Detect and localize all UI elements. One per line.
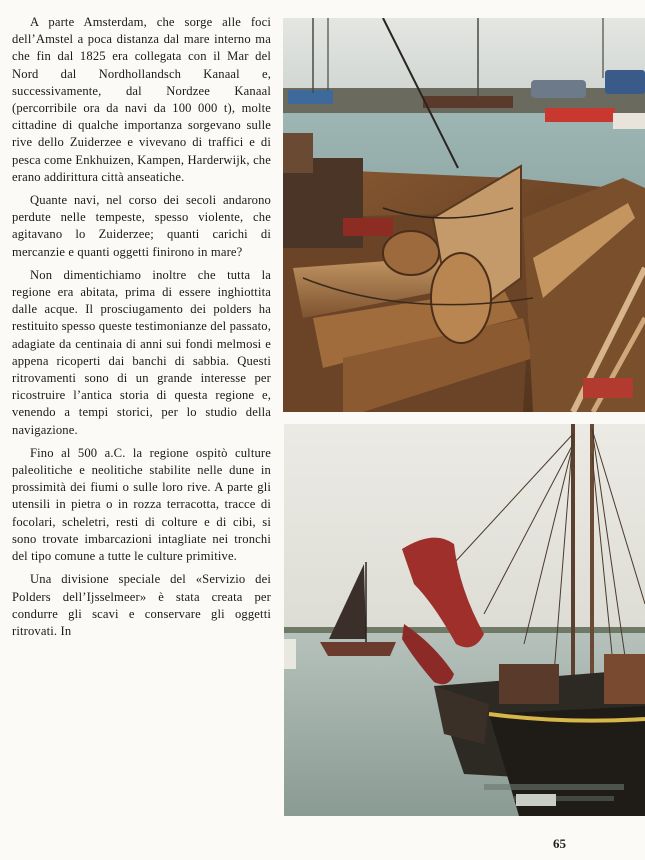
wooden-boat-deck-illustration bbox=[283, 18, 645, 412]
sailing-ships-illustration bbox=[284, 424, 645, 816]
paragraph-2: Quante navi, nel corso dei secoli andarono perdute nelle tempeste, spesso violente, che agitavano lo Zuiderzee; quanti carichi di mercanzie e quanti oggetti finirono in mare? bbox=[12, 193, 271, 259]
article-text bbox=[12, 14, 271, 646]
sailing-ships-photo bbox=[284, 424, 645, 816]
boat-deck-photo bbox=[283, 18, 645, 412]
paragraph-1: A parte Amsterdam, che sorge alle foci dell’Amstel a poca distanza dal mare interno ma che fin dal 1825 era collegata con il Mar del Nord dal Nordhollandsch Kanaal e, successivamente, dal Nordzee Kanaal (percorribile ora da navi da 100 000 t), molte cittadine di qualche importanza sorgevano sulle rive dello Zuiderzee e vivevano di traffici e di pesca come Enkhuizen, Kampen, Harderwijk, che erano addirittura città anseatiche. bbox=[12, 15, 271, 184]
paragraph-5: Una divisione speciale del «Servizio dei Polders dell’Ijsselmeer» è stata creata per condurre gli scavi e conservare gli oggetti ritrovati. In bbox=[12, 572, 271, 638]
paragraph-3: Non dimentichiamo inoltre che tutta la regione era abitata, prima di essere inghiottita dalle acque. Il prosciugamento dei polders ha restituito spesso queste testimonianze del passato, adagiate da centinaia di anni sui fondi melmosi e appena ricoperti dai banchi di sabbia. Questi ritrovamenti sono di un grande interesse per ricostruire l’antica storia di questa regione e, venendo a tempi storici, per lo studio della navigazione. bbox=[12, 267, 271, 437]
page-number: 65 bbox=[553, 836, 566, 851]
paragraph-4: Fino al 500 a.C. la regione ospitò culture paleolitiche e neolitiche stabilite nelle dune in prossimità dei fiumi o sulle loro rive. A parte gli utensili in pietra o in rozza terracotta, tracce di focolari, scheletri, resti di colture e di cibi, si sono trovate imbarcazioni intagliate nei tronchi del tipo comune a tutte le culture primitive. bbox=[12, 445, 271, 564]
